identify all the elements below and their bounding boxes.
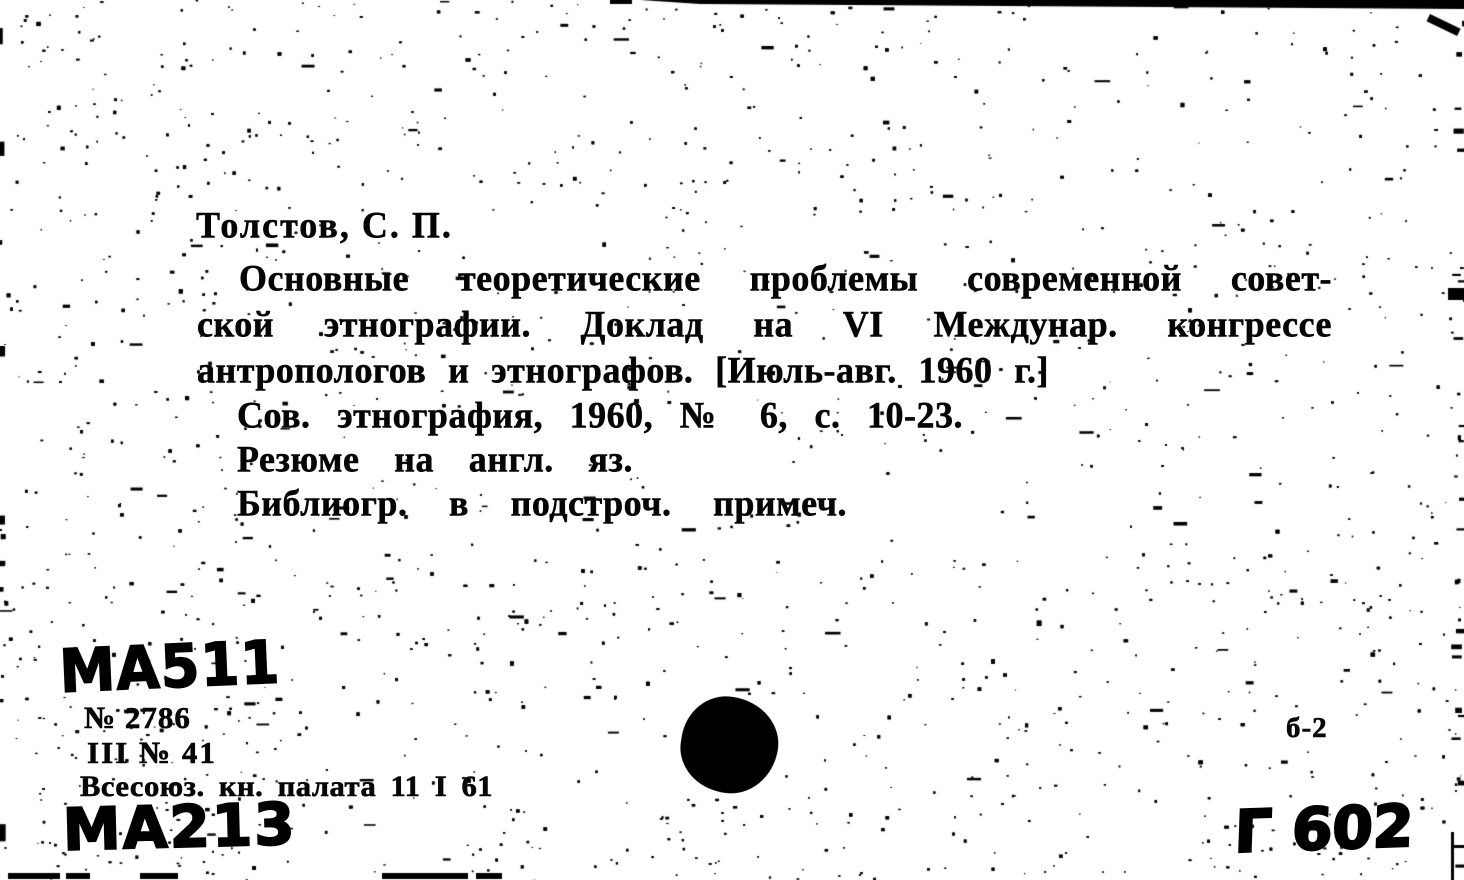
book-chamber-stamp: Всесоюз. кн. палата 11 I 61 xyxy=(80,770,494,803)
title-line-3: антропологов и этнографов. [Июль-авг. 1960 г.] xyxy=(197,349,1049,391)
author-heading: Толстов, С. П. xyxy=(196,204,453,246)
source-citation: Сов. этнография, 1960, № 6, с. 10-23. xyxy=(237,394,963,436)
series-stamp: III № 41 xyxy=(87,735,217,770)
title-line-2: ской этнографии. Доклад на VI Междунар. конгрессе xyxy=(197,303,1332,345)
title-line-1: Основные теоретические проблемы современной совет- xyxy=(239,257,1332,299)
section-code: б-2 xyxy=(1286,712,1328,744)
handwritten-shelf-code: Г 602 xyxy=(1233,791,1415,866)
handwritten-code-bottom: МА213 xyxy=(62,789,298,864)
number-stamp: № 2786 xyxy=(84,700,191,735)
handwritten-code-top: МА511 xyxy=(58,628,282,707)
summary-note: Резюме на англ. яз. xyxy=(237,438,633,480)
bibliography-note: Библиогр. в подстроч. примеч. xyxy=(237,482,847,524)
